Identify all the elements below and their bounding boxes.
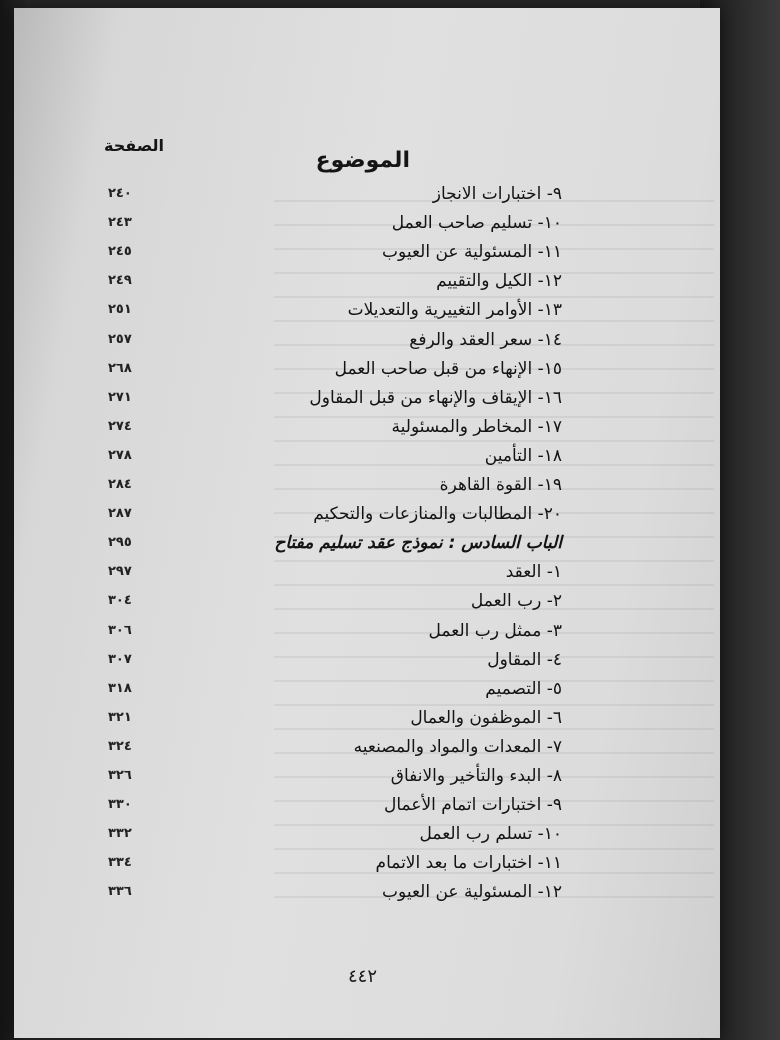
toc-entry-page: ٢٧١	[108, 389, 132, 405]
toc-entry-title: ١٨- التأمين	[484, 445, 562, 466]
toc-entry-page: ٢٨٧	[108, 506, 132, 522]
toc-row	[14, 184, 720, 212]
toc-entry-title: ١٥- الإنهاء من قبل صاحب العمل	[334, 358, 562, 379]
toc-row	[14, 824, 720, 852]
toc-row	[14, 562, 720, 590]
toc-row	[14, 359, 720, 387]
toc-row	[14, 213, 720, 241]
toc-entry-title: ١١- المسئولية عن العيوب	[382, 242, 562, 263]
toc-row	[14, 300, 720, 328]
toc-entry-title: ١٩- القوة القاهرة	[439, 475, 562, 495]
toc-row	[14, 330, 720, 358]
column-header-page: الصفحة	[104, 136, 165, 155]
toc-entry-page: ٢٨٤	[108, 477, 132, 492]
toc-entry-title: ١٤- سعر العقد والرفع	[409, 329, 562, 350]
toc-row	[14, 591, 720, 619]
toc-entry-title: ٤- المقاول	[487, 649, 562, 670]
toc-entry-page: ٣٠٤	[108, 593, 132, 609]
toc-row	[14, 882, 720, 910]
toc-entry-title: ١٠- تسلم رب العمل	[419, 824, 562, 845]
toc-row	[14, 475, 720, 503]
toc-entry-page: ٣٣٤	[108, 855, 132, 871]
toc-entry-page: ٢٥٧	[108, 331, 132, 347]
toc-row	[14, 650, 720, 678]
toc-row	[14, 795, 720, 823]
toc-entry-page: ٢٧٤	[108, 418, 132, 434]
toc-entry-page: ٣١٨	[108, 680, 132, 696]
toc-row	[14, 271, 720, 299]
toc-entry-title: ١٦- الإيقاف والإنهاء من قبل المقاول	[309, 387, 562, 408]
toc-entry-title: ١٢- المسئولية عن العيوب	[382, 882, 562, 903]
toc-entry-title: ٩- اختبارات الانجاز	[432, 184, 562, 204]
toc-row	[14, 242, 720, 270]
toc-entry-title: ٥- التصميم	[485, 678, 562, 699]
toc-entry-title: ٦- الموظفون والعمال	[410, 707, 562, 728]
toc-row	[14, 853, 720, 881]
toc-entry-title: ٧- المعدات والمواد والمصنعيه	[353, 736, 562, 757]
toc-entry-page: ٢٦٨	[108, 360, 132, 376]
toc-entry-page: ٢٤٥	[108, 244, 132, 260]
toc-row	[14, 766, 720, 794]
page-number: ٤٤٢	[348, 966, 378, 987]
toc-entry-page: ٣٠٧	[108, 651, 132, 667]
toc-entry-page: ٢٧٨	[108, 447, 132, 463]
table-of-contents	[14, 8, 720, 1038]
toc-entry-page: ٣٢٤	[108, 738, 132, 754]
toc-entry-title: ١٣- الأوامر التغييرية والتعديلات	[347, 300, 562, 321]
toc-entry-page: ٢٥١	[108, 302, 132, 318]
toc-row	[14, 621, 720, 649]
toc-entry-page: ٣٠٦	[108, 622, 132, 638]
toc-entry-page: ٣٣٠	[108, 797, 132, 813]
toc-entry-page: ٣٢٦	[108, 768, 132, 783]
toc-row	[14, 679, 720, 707]
toc-row	[14, 417, 720, 445]
toc-entry-title: ٢٠- المطالبات والمنازعات والتحكيم	[313, 504, 562, 525]
toc-entry-page: ٢٤٩	[108, 273, 132, 289]
column-header-topic: الموضوع	[315, 148, 410, 173]
toc-section-heading: الباب السادس : نموذج عقد تسليم مفتاح	[274, 533, 562, 554]
toc-entry-page: ٢٩٧	[108, 564, 132, 580]
document-page	[14, 8, 720, 1038]
toc-row	[14, 708, 720, 736]
toc-row	[14, 388, 720, 416]
toc-entry-title: ٢- رب العمل	[470, 591, 562, 612]
toc-row	[14, 446, 720, 474]
toc-row	[14, 504, 720, 532]
toc-entry-title: ٨- البدء والتأخير والانفاق	[390, 766, 562, 786]
toc-entry-title: ٣- ممثل رب العمل	[428, 620, 562, 641]
toc-entry-title: ١٢- الكيل والتقييم	[436, 271, 562, 292]
toc-entry-page: ٢٤٠	[108, 186, 132, 201]
toc-entry-page: ٣٣٢	[108, 826, 132, 842]
toc-entry-title: ١٠- تسليم صاحب العمل	[391, 213, 562, 234]
toc-entry-title: ٩- اختبارات اتمام الأعمال	[383, 795, 562, 816]
toc-entry-page: ٣٣٦	[108, 884, 132, 900]
toc-row	[14, 737, 720, 765]
toc-entry-title: ١١- اختبارات ما بعد الاتمام	[375, 853, 562, 874]
toc-entry-title: ١٧- المخاطر والمسئولية	[391, 416, 562, 437]
toc-entry-page: ٢٩٥	[108, 535, 132, 551]
toc-entry-page: ٢٤٣	[108, 215, 132, 231]
toc-entry-page: ٣٢١	[108, 709, 132, 725]
toc-entry-title: ١- العقد	[505, 562, 562, 583]
toc-row	[14, 533, 720, 561]
